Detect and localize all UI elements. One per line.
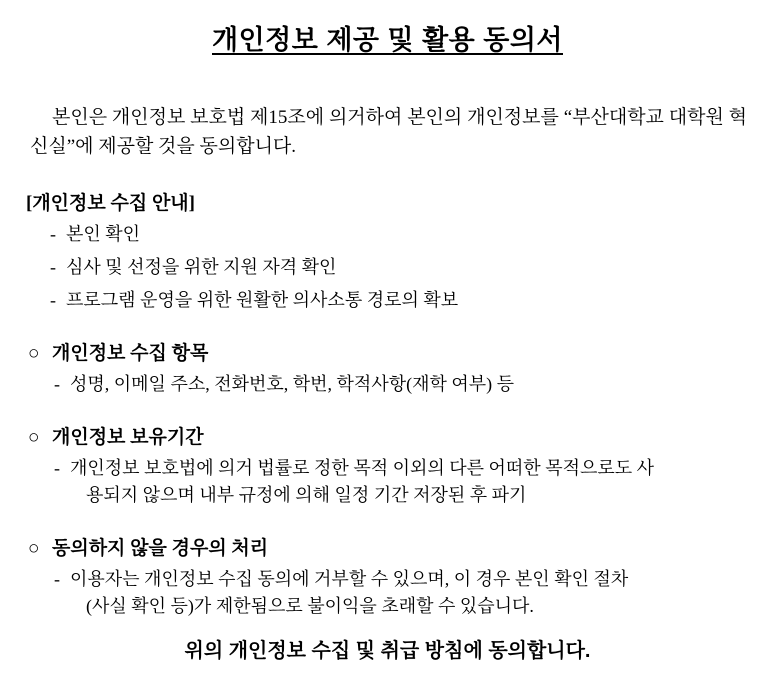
list-item <box>22 455 753 509</box>
section-heading-label: 개인정보 수집 항목 <box>52 342 209 364</box>
section-list <box>22 455 753 509</box>
section-heading <box>22 338 753 365</box>
agreement-statement: 위의 개인정보 수집 및 취급 방침에 동의합니다. <box>184 640 591 662</box>
document-page <box>0 10 775 679</box>
section-heading-label: 동의하지 않을 경우의 처리 <box>52 537 269 559</box>
section-list <box>22 566 753 620</box>
circle-bullet-icon: ○ <box>28 537 40 559</box>
section-heading <box>22 533 753 560</box>
dash-marker: - <box>54 373 60 394</box>
section-retention-period <box>22 422 753 509</box>
list-item-label: 심사 및 선정을 위한 지원 자격 확인 <box>66 256 337 277</box>
list-item <box>22 221 753 248</box>
dash-marker: - <box>50 289 56 310</box>
section-collection-items <box>22 338 753 398</box>
list-item <box>22 566 753 620</box>
list-item <box>22 254 753 281</box>
section-refusal-consequences <box>22 533 753 620</box>
list-item-label-cont: (사실 확인 등)가 제한됨으로 불이익을 초래할 수 있습니다. <box>86 595 534 616</box>
list-item-label: 개인정보 보호법에 의거 법률로 정한 목적 이외의 다른 어떠한 목적으로도 사 <box>70 457 655 478</box>
notice-list <box>22 221 753 314</box>
intro-paragraph: 본인은 개인정보 보호법 제15조에 의거하여 본인의 개인정보를 “부산대학교 대학원 혁신실”에 제공할 것을 동의합니다. <box>30 107 747 158</box>
list-item-label: 성명, 이메일 주소, 전화번호, 학번, 학적사항(재학 여부) 등 <box>70 373 515 394</box>
dash-marker: - <box>50 256 56 277</box>
dash-marker: - <box>54 568 60 589</box>
list-item-label: 프로그램 운영을 위한 원활한 의사소통 경로의 확보 <box>66 289 459 310</box>
list-item-label: 본인 확인 <box>66 223 141 244</box>
list-item <box>22 287 753 314</box>
notice-heading: [개인정보 수집 안내] <box>26 192 195 214</box>
list-item <box>22 371 753 398</box>
circle-bullet-icon: ○ <box>28 426 40 448</box>
dash-marker: - <box>50 223 56 244</box>
section-list <box>22 371 753 398</box>
list-item-label-cont: 용되지 않으며 내부 규정에 의해 일정 기간 저장된 후 파기 <box>86 484 527 505</box>
list-item-label: 이용자는 개인정보 수집 동의에 거부할 수 있으며, 이 경우 본인 확인 절차 <box>70 568 629 589</box>
section-heading <box>22 422 753 449</box>
circle-bullet-icon: ○ <box>28 342 40 364</box>
section-heading-label: 개인정보 보유기간 <box>52 426 204 448</box>
page-title: 개인정보 제공 및 활용 동의서 <box>212 25 563 55</box>
dash-marker: - <box>54 457 60 478</box>
